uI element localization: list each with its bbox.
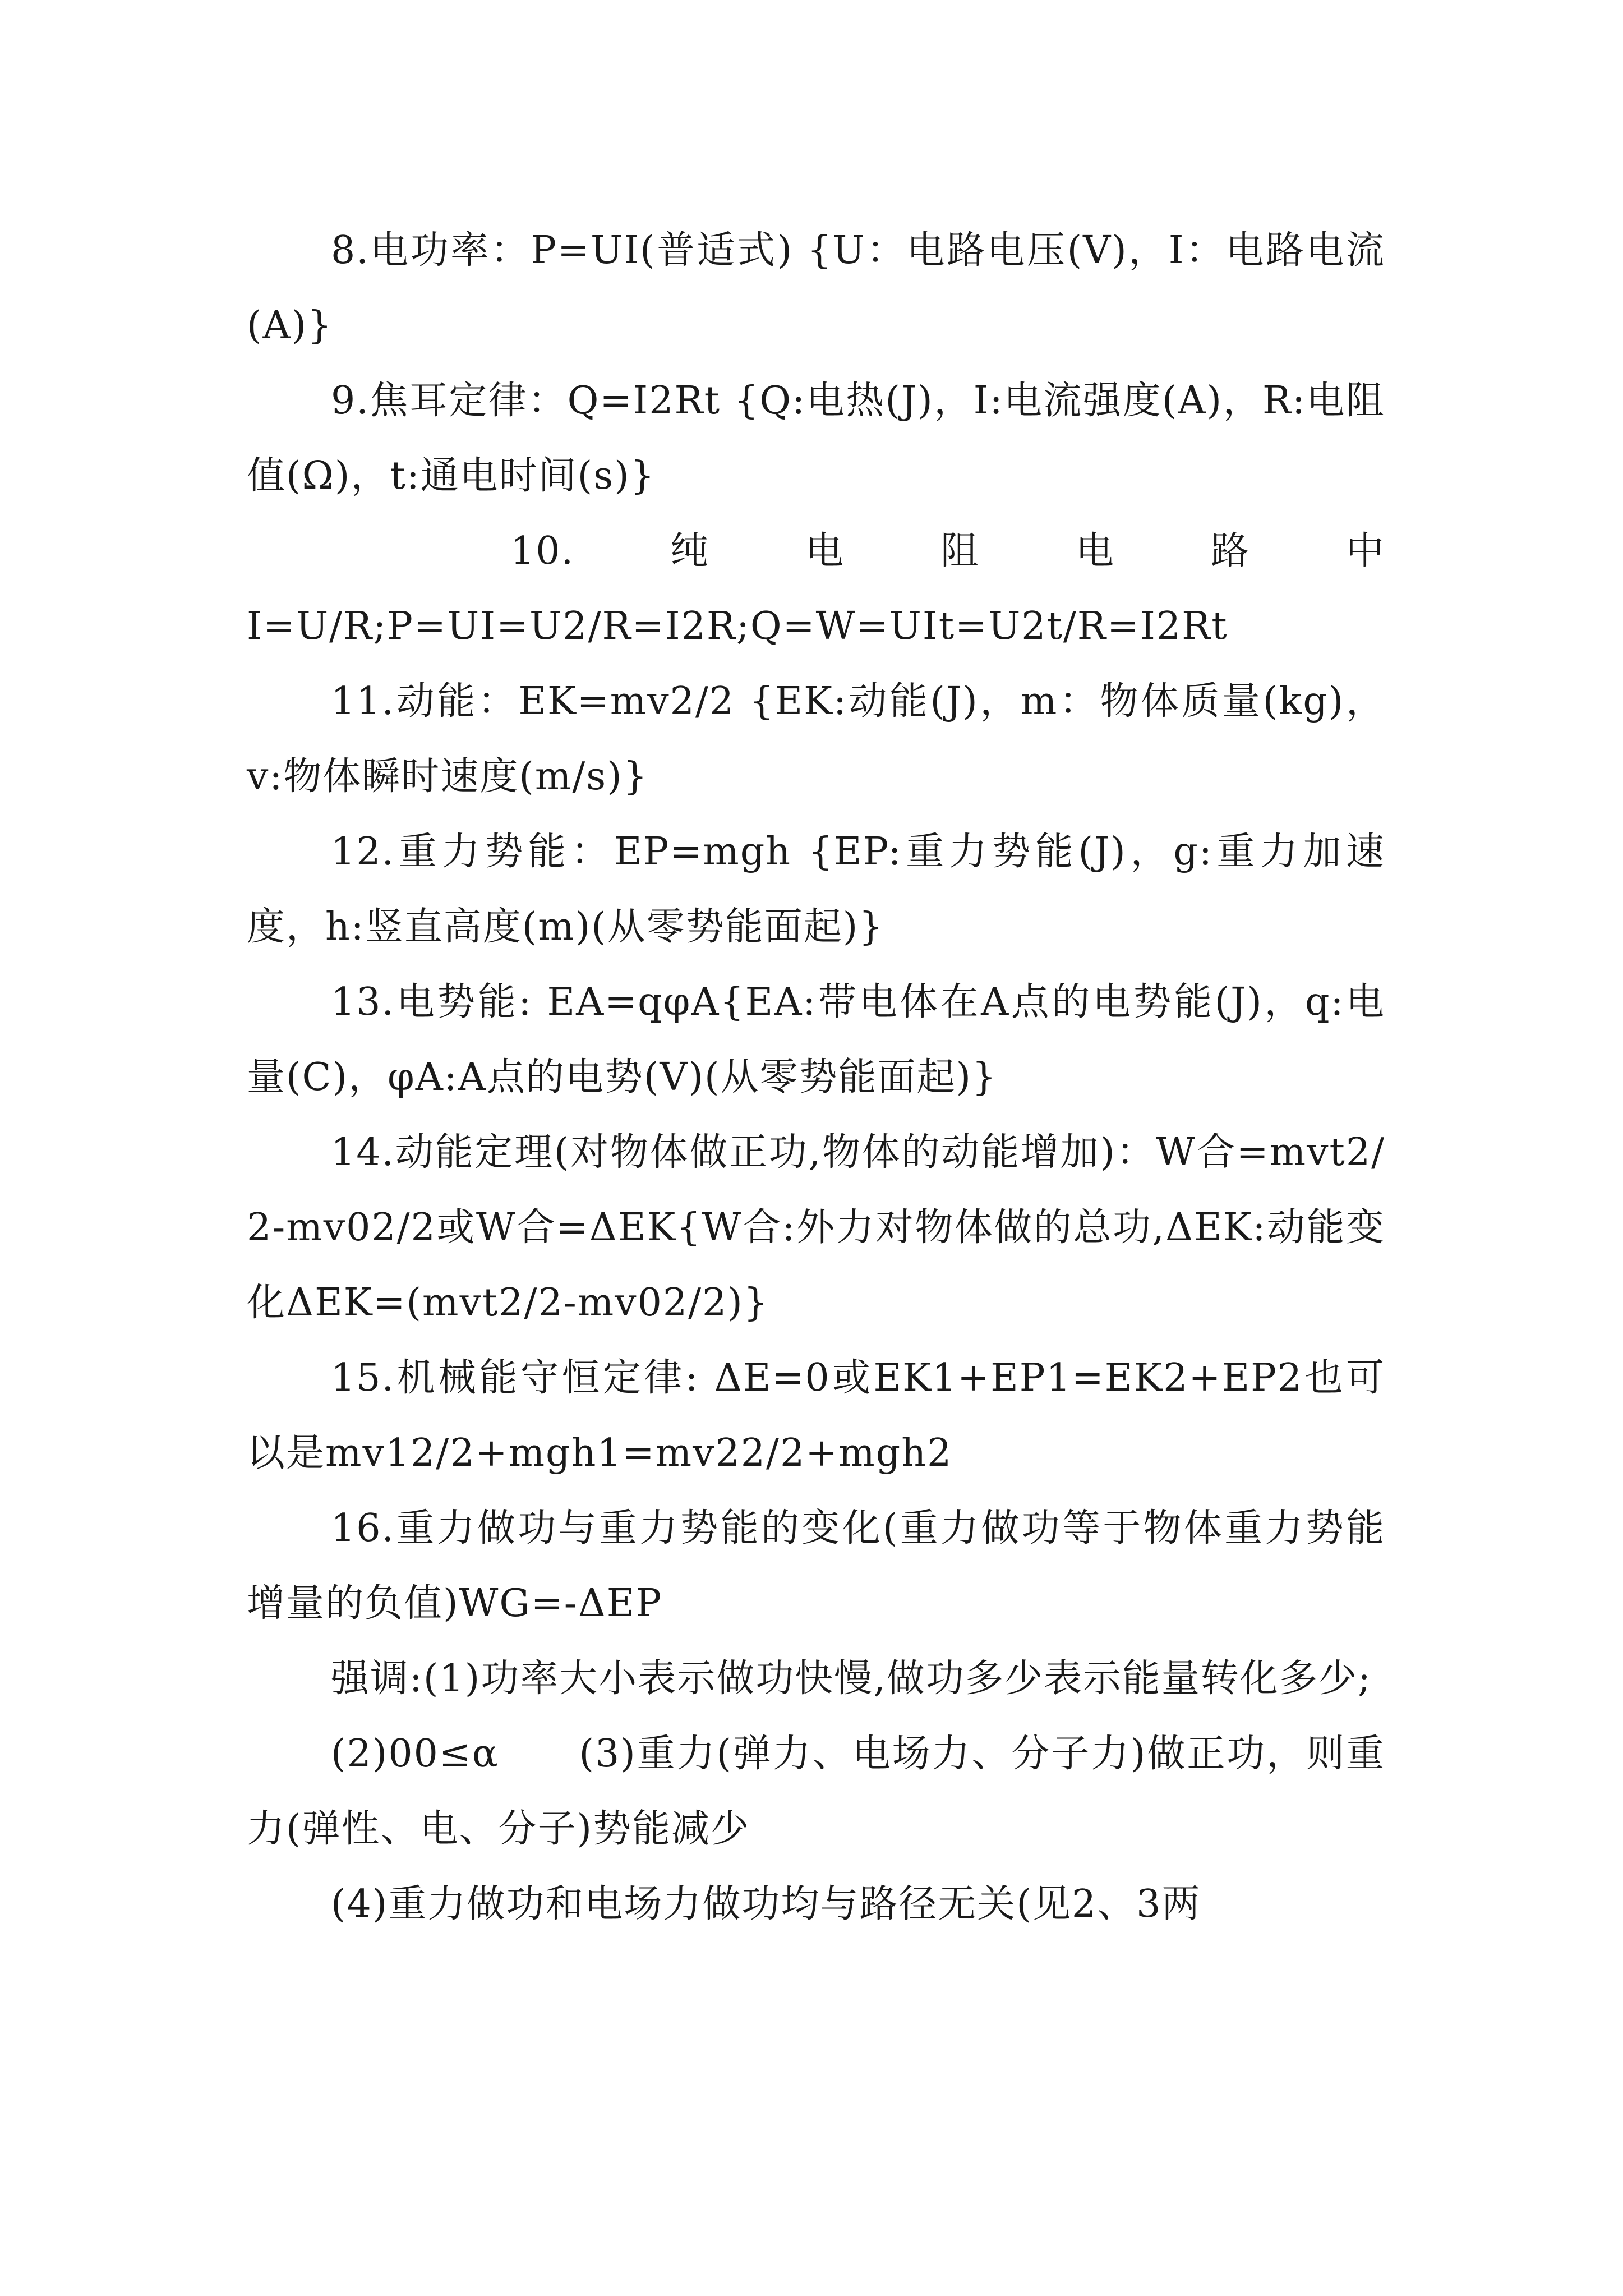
paragraph-emphasis-1: 强调:(1)功率大小表示做功快慢,做功多少表示能量转化多少; — [331, 1657, 1372, 1701]
paragraph-energy-conservation: 15.机械能守恒定律: ΔE=0或EK1+EP1=EK2+EP2也可以是mv12/2+mgh1=mv22/2+mgh2 — [247, 1356, 1385, 1475]
paragraph-pure-resistance-heading — [247, 514, 1385, 589]
paragraph-electric-potential-energy: 13.电势能: EA=qφA{EA:带电体在A点的电势能(J)，q:电量(C)，φA:A点的电势(V)(从零势能面起)} — [247, 980, 1385, 1099]
paragraph-emphasis-4: (4)重力做功和电场力做功均与路径无关(见2、3两 — [331, 1882, 1201, 1926]
spread-word: 纯 — [670, 529, 710, 573]
paragraph-kinetic-energy: 11.动能：EK=mv2/2 {EK:动能(J)，m：物体质量(kg)，v:物体瞬时速度(m/s)} — [247, 679, 1385, 799]
paragraph-joule-law: 9.焦耳定律：Q=I2Rt {Q:电热(J)，I:电流强度(A)，R:电阻值(Ω)，t:通电时间(s)} — [247, 379, 1385, 498]
document-body — [247, 213, 1385, 1942]
spread-word: 阻 — [940, 529, 980, 573]
paragraph-electric-power: 8.电功率：P=UI(普适式) {U：电路电压(V)，I：电路电流(A)} — [247, 228, 1385, 348]
spread-word: 中 — [1345, 529, 1385, 573]
paragraph-work-energy-theorem: 14.动能定理(对物体做正功,物体的动能增加)：W合=mvt2/2-mv02/2或W合=ΔEK{W合:外力对物体做的总功,ΔEK:动能变化ΔEK=(mvt2/2-mv02/2)} — [247, 1130, 1385, 1325]
paragraph-gravitational-potential: 12.重力势能：EP=mgh {EP:重力势能(J)，g:重力加速度，h:竖直高度(m)(从零势能面起)} — [247, 830, 1385, 949]
paragraph-gravity-work: 16.重力做功与重力势能的变化(重力做功等于物体重力势能增量的负值)WG=-ΔEP — [247, 1506, 1385, 1626]
spread-word: 路 — [1210, 529, 1250, 573]
paragraph-emphasis-2-3: (2)00≤α (3)重力(弹力、电场力、分子力)做正功，则重力(弹性、电、分子)势能减少 — [247, 1732, 1385, 1851]
spread-word: 电 — [805, 529, 845, 573]
paragraph-pure-resistance-formulas: I=U/R;P=UI=U2/R=I2R;Q=W=UIt=U2t/R=I2Rt — [247, 604, 1228, 648]
spread-word: 10. — [510, 529, 575, 573]
spread-word: 电 — [1076, 529, 1115, 573]
